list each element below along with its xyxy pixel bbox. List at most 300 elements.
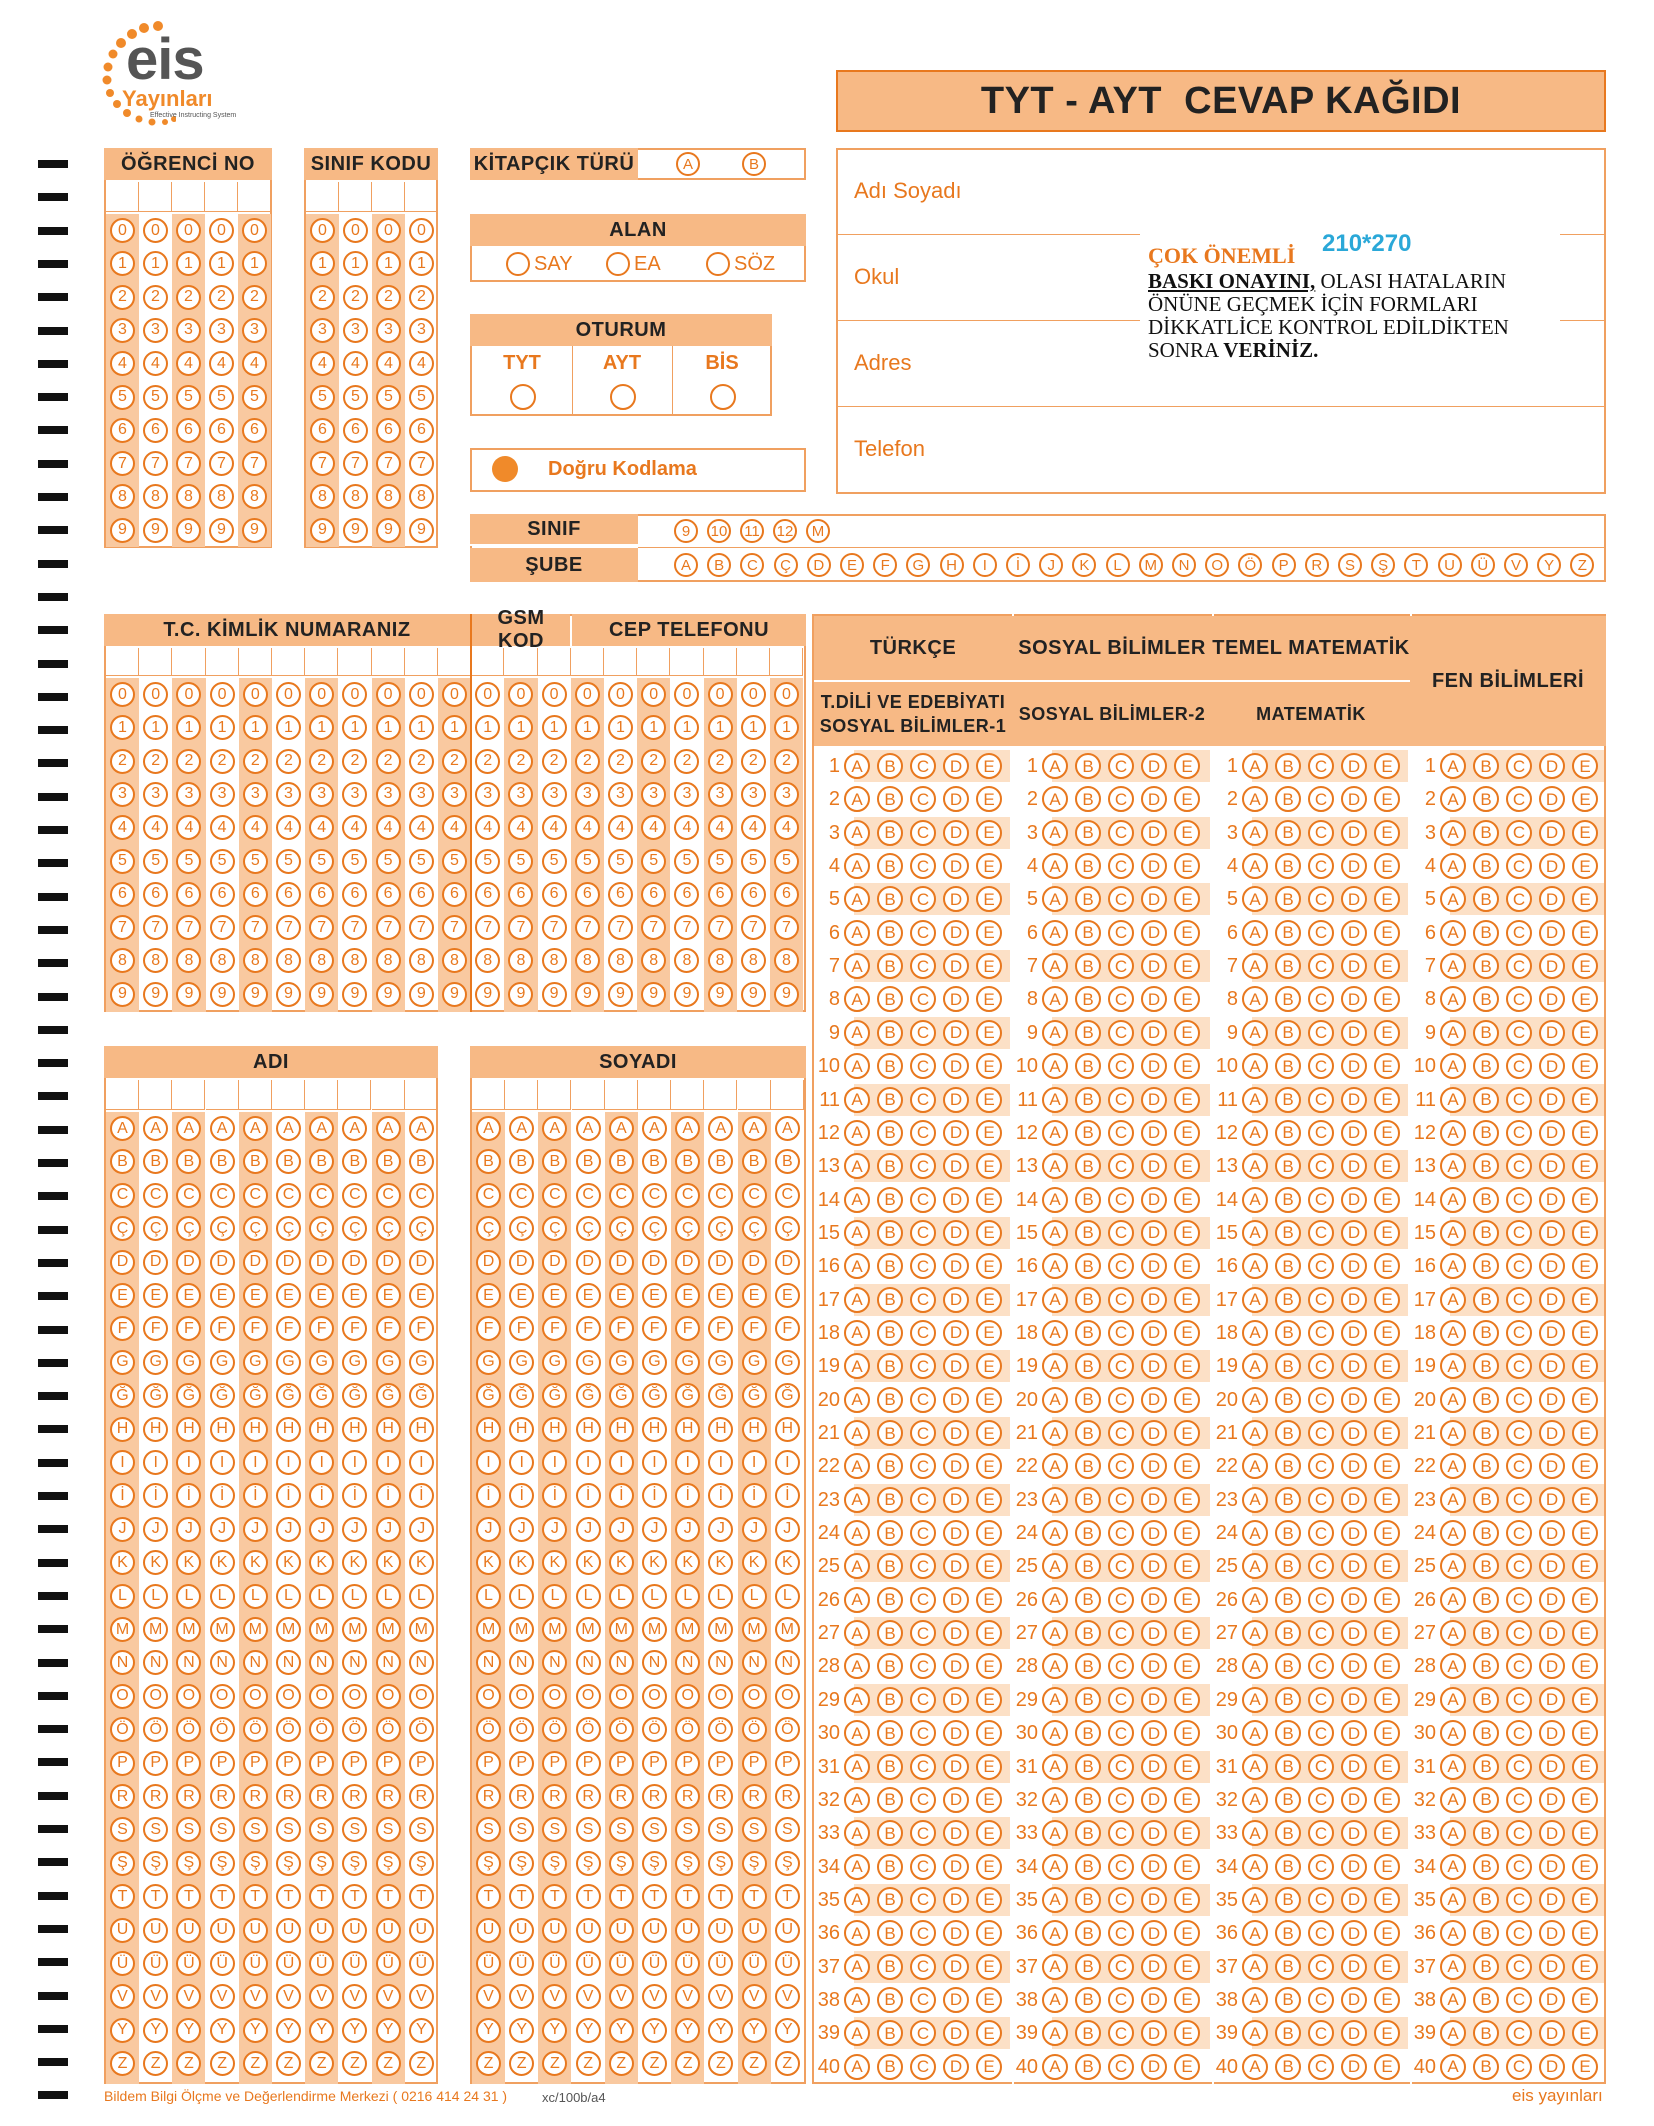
answer-bubble[interactable]: B	[877, 1854, 903, 1880]
answer-bubble[interactable]: C	[1108, 1653, 1134, 1679]
tc-bubble[interactable]: 5	[608, 849, 633, 874]
answer-bubble[interactable]: E	[1572, 2054, 1598, 2080]
answer-bubble[interactable]: C	[910, 1787, 936, 1813]
name-letter-bubble[interactable]: N	[576, 1650, 601, 1675]
sube-bubble[interactable]: Ü	[1471, 553, 1495, 577]
sinif-kodu-bubble[interactable]: 1	[310, 251, 335, 276]
answer-bubble[interactable]: C	[1108, 1720, 1134, 1746]
answer-bubble[interactable]: A	[1242, 1420, 1268, 1446]
tc-bubble[interactable]: 9	[542, 982, 567, 1007]
answer-bubble[interactable]: B	[877, 1087, 903, 1113]
name-letter-bubble[interactable]: D	[742, 1250, 767, 1275]
answer-bubble[interactable]: C	[1308, 1320, 1334, 1346]
sube-bubble[interactable]: Y	[1537, 553, 1561, 577]
answer-bubble[interactable]: E	[976, 1387, 1002, 1413]
answer-bubble[interactable]: D	[943, 1220, 969, 1246]
name-letter-bubble[interactable]: L	[176, 1584, 201, 1609]
answer-bubble[interactable]: B	[1275, 1420, 1301, 1446]
answer-bubble[interactable]: D	[1539, 1854, 1565, 1880]
name-letter-bubble[interactable]: P	[509, 1751, 534, 1776]
answer-bubble[interactable]: E	[1374, 1153, 1400, 1179]
tc-bubble[interactable]: 0	[641, 682, 666, 707]
tc-bubble[interactable]: 2	[542, 749, 567, 774]
answer-bubble[interactable]: A	[1042, 1287, 1068, 1313]
tc-bubble[interactable]: 8	[442, 948, 467, 973]
answer-bubble[interactable]: D	[1539, 1820, 1565, 1846]
sinif-kodu-bubble[interactable]: 7	[376, 451, 401, 476]
answer-bubble[interactable]: C	[1308, 1920, 1334, 1946]
tc-bubble[interactable]: 7	[475, 915, 500, 940]
answer-bubble[interactable]: A	[844, 1920, 870, 1946]
name-letter-bubble[interactable]: C	[409, 1183, 434, 1208]
name-letter-bubble[interactable]: N	[110, 1650, 135, 1675]
answer-bubble[interactable]: C	[1506, 1253, 1532, 1279]
sinif-kodu-bubble[interactable]: 0	[343, 218, 368, 243]
answer-bubble[interactable]: D	[1341, 1920, 1367, 1946]
tc-bubble[interactable]: 6	[708, 882, 733, 907]
name-letter-bubble[interactable]: Ç	[243, 1216, 268, 1241]
name-letter-bubble[interactable]: J	[376, 1517, 401, 1542]
answer-bubble[interactable]: C	[1108, 786, 1134, 812]
tc-bubble[interactable]: 2	[575, 749, 600, 774]
answer-bubble[interactable]: A	[1042, 1720, 1068, 1746]
answer-bubble[interactable]: D	[943, 2054, 969, 2080]
answer-bubble[interactable]: A	[1042, 820, 1068, 846]
name-letter-bubble[interactable]: M	[742, 1617, 767, 1642]
answer-bubble[interactable]: E	[1174, 1653, 1200, 1679]
answer-bubble[interactable]: B	[1275, 1120, 1301, 1146]
answer-bubble[interactable]: B	[1075, 1620, 1101, 1646]
answer-bubble[interactable]: B	[1275, 1553, 1301, 1579]
answer-bubble[interactable]: C	[1308, 1887, 1334, 1913]
answer-bubble[interactable]: A	[1242, 1187, 1268, 1213]
answer-bubble[interactable]: C	[1308, 1687, 1334, 1713]
answer-bubble[interactable]: C	[1506, 1353, 1532, 1379]
answer-bubble[interactable]: D	[1141, 2020, 1167, 2046]
name-letter-bubble[interactable]: P	[542, 1751, 567, 1776]
answer-bubble[interactable]: A	[1242, 786, 1268, 812]
name-letter-bubble[interactable]: H	[509, 1417, 534, 1442]
tc-bubble[interactable]: 5	[575, 849, 600, 874]
name-letter-bubble[interactable]: U	[176, 1918, 201, 1943]
answer-bubble[interactable]: E	[1174, 1253, 1200, 1279]
name-letter-bubble[interactable]: K	[509, 1550, 534, 1575]
name-letter-bubble[interactable]: Z	[276, 2051, 301, 2076]
answer-bubble[interactable]: C	[1108, 2054, 1134, 2080]
name-letter-bubble[interactable]: G	[742, 1350, 767, 1375]
kitapcik-bubble[interactable]: A	[676, 152, 700, 176]
answer-bubble[interactable]: A	[1042, 1553, 1068, 1579]
answer-bubble[interactable]: A	[1242, 1487, 1268, 1513]
name-letter-bubble[interactable]: H	[775, 1417, 800, 1442]
tc-bubble[interactable]: 2	[674, 749, 699, 774]
name-letter-bubble[interactable]: F	[143, 1316, 168, 1341]
answer-bubble[interactable]: E	[1174, 986, 1200, 1012]
name-letter-bubble[interactable]: İ	[542, 1483, 567, 1508]
ogrenci-no-bubble[interactable]: 0	[110, 218, 135, 243]
sinif-bubble[interactable]: M	[806, 519, 830, 543]
name-letter-bubble[interactable]: N	[742, 1650, 767, 1675]
name-letter-bubble[interactable]: F	[409, 1316, 434, 1341]
tc-bubble[interactable]: 1	[708, 715, 733, 740]
sinif-kodu-bubble[interactable]: 9	[343, 518, 368, 543]
answer-bubble[interactable]: D	[1141, 786, 1167, 812]
answer-bubble[interactable]: D	[1539, 853, 1565, 879]
answer-bubble[interactable]: D	[1141, 1487, 1167, 1513]
name-letter-bubble[interactable]: Y	[210, 2018, 235, 2043]
name-letter-bubble[interactable]: G	[542, 1350, 567, 1375]
name-letter-bubble[interactable]: M	[276, 1617, 301, 1642]
answer-bubble[interactable]: B	[1275, 1520, 1301, 1546]
name-letter-bubble[interactable]: A	[176, 1116, 201, 1141]
answer-bubble[interactable]: D	[1341, 1420, 1367, 1446]
tc-bubble[interactable]: 7	[641, 915, 666, 940]
name-letter-bubble[interactable]: C	[309, 1183, 334, 1208]
answer-bubble[interactable]: A	[1440, 1620, 1466, 1646]
tc-bubble[interactable]: 0	[176, 682, 201, 707]
name-letter-bubble[interactable]: O	[742, 1684, 767, 1709]
answer-bubble[interactable]: E	[1374, 1353, 1400, 1379]
name-letter-bubble[interactable]: V	[110, 1984, 135, 2009]
answer-bubble[interactable]: E	[1174, 1387, 1200, 1413]
name-letter-bubble[interactable]: H	[476, 1417, 501, 1442]
name-letter-bubble[interactable]: T	[675, 1884, 700, 1909]
name-letter-bubble[interactable]: Ş	[542, 1851, 567, 1876]
name-letter-bubble[interactable]: İ	[276, 1483, 301, 1508]
answer-bubble[interactable]: E	[1174, 1353, 1200, 1379]
answer-bubble[interactable]: D	[943, 1253, 969, 1279]
answer-bubble[interactable]: E	[1374, 1320, 1400, 1346]
answer-bubble[interactable]: B	[1473, 2020, 1499, 2046]
name-letter-bubble[interactable]: E	[609, 1283, 634, 1308]
name-letter-bubble[interactable]: K	[376, 1550, 401, 1575]
answer-bubble[interactable]: B	[1473, 1087, 1499, 1113]
name-letter-bubble[interactable]: S	[642, 1817, 667, 1842]
name-letter-bubble[interactable]: V	[243, 1984, 268, 2009]
answer-bubble[interactable]: A	[1440, 1220, 1466, 1246]
name-letter-bubble[interactable]: A	[409, 1116, 434, 1141]
name-letter-bubble[interactable]: B	[143, 1149, 168, 1174]
answer-bubble[interactable]: B	[1275, 1587, 1301, 1613]
answer-bubble[interactable]: D	[1539, 1353, 1565, 1379]
name-letter-bubble[interactable]: S	[409, 1817, 434, 1842]
name-writein-cell[interactable]	[139, 1080, 172, 1110]
answer-bubble[interactable]: B	[1275, 1020, 1301, 1046]
answer-bubble[interactable]: B	[877, 2020, 903, 2046]
name-letter-bubble[interactable]: K	[708, 1550, 733, 1575]
answer-bubble[interactable]: D	[1141, 1553, 1167, 1579]
answer-bubble[interactable]: A	[1242, 953, 1268, 979]
sinif-kodu-bubble[interactable]: 6	[343, 418, 368, 443]
answer-bubble[interactable]: D	[1341, 1320, 1367, 1346]
name-letter-bubble[interactable]: E	[342, 1283, 367, 1308]
tc-bubble[interactable]: 6	[575, 882, 600, 907]
answer-bubble[interactable]: C	[1506, 1987, 1532, 2013]
answer-bubble[interactable]: A	[844, 2020, 870, 2046]
answer-bubble[interactable]: B	[1075, 1787, 1101, 1813]
answer-bubble[interactable]: A	[844, 1487, 870, 1513]
name-letter-bubble[interactable]: L	[143, 1584, 168, 1609]
answer-bubble[interactable]: E	[1572, 1520, 1598, 1546]
answer-bubble[interactable]: E	[1572, 1253, 1598, 1279]
answer-bubble[interactable]: D	[1539, 1653, 1565, 1679]
name-letter-bubble[interactable]: R	[143, 1784, 168, 1809]
answer-bubble[interactable]: E	[1572, 1653, 1598, 1679]
answer-bubble[interactable]: A	[1440, 1287, 1466, 1313]
name-letter-bubble[interactable]: Ç	[542, 1216, 567, 1241]
name-letter-bubble[interactable]: T	[243, 1884, 268, 1909]
name-letter-bubble[interactable]: H	[143, 1417, 168, 1442]
answer-bubble[interactable]: E	[976, 1720, 1002, 1746]
answer-bubble[interactable]: E	[1174, 1287, 1200, 1313]
name-letter-bubble[interactable]: S	[509, 1817, 534, 1842]
ogrenci-no-bubble[interactable]: 2	[209, 285, 234, 310]
name-letter-bubble[interactable]: N	[309, 1650, 334, 1675]
answer-bubble[interactable]: A	[1440, 786, 1466, 812]
answer-bubble[interactable]: A	[1042, 786, 1068, 812]
answer-bubble[interactable]: A	[844, 1887, 870, 1913]
sube-bubble[interactable]: N	[1172, 553, 1196, 577]
tc-bubble[interactable]: 3	[708, 782, 733, 807]
name-letter-bubble[interactable]: K	[675, 1550, 700, 1575]
answer-bubble[interactable]: A	[1242, 1620, 1268, 1646]
name-letter-bubble[interactable]: T	[342, 1884, 367, 1909]
tc-bubble[interactable]: 4	[575, 815, 600, 840]
answer-bubble[interactable]: D	[1341, 1653, 1367, 1679]
answer-bubble[interactable]: C	[910, 1653, 936, 1679]
tc-bubble[interactable]: 8	[641, 948, 666, 973]
sinif-kodu-bubble[interactable]: 4	[376, 351, 401, 376]
answer-bubble[interactable]: C	[910, 1020, 936, 1046]
answer-bubble[interactable]: C	[1108, 1954, 1134, 1980]
answer-bubble[interactable]: B	[1473, 1453, 1499, 1479]
name-letter-bubble[interactable]: İ	[176, 1483, 201, 1508]
answer-bubble[interactable]: A	[1242, 1754, 1268, 1780]
sube-bubble[interactable]: P	[1272, 553, 1296, 577]
answer-bubble[interactable]: C	[1108, 1220, 1134, 1246]
answer-bubble[interactable]: A	[1242, 1087, 1268, 1113]
answer-bubble[interactable]: E	[1572, 1387, 1598, 1413]
answer-bubble[interactable]: A	[1042, 1120, 1068, 1146]
name-letter-bubble[interactable]: Ö	[409, 1717, 434, 1742]
answer-bubble[interactable]: E	[1572, 1353, 1598, 1379]
sinif-kodu-bubble[interactable]: 4	[310, 351, 335, 376]
name-letter-bubble[interactable]: İ	[476, 1483, 501, 1508]
answer-bubble[interactable]: C	[910, 886, 936, 912]
name-letter-bubble[interactable]: K	[542, 1550, 567, 1575]
ogrenci-no-bubble[interactable]: 6	[143, 418, 168, 443]
answer-bubble[interactable]: C	[910, 753, 936, 779]
answer-bubble[interactable]: C	[910, 1920, 936, 1946]
tc-writein-cell[interactable]	[438, 648, 471, 676]
answer-bubble[interactable]: B	[1075, 753, 1101, 779]
answer-bubble[interactable]: C	[1108, 753, 1134, 779]
name-letter-bubble[interactable]: J	[775, 1517, 800, 1542]
answer-bubble[interactable]: E	[1174, 1520, 1200, 1546]
answer-bubble[interactable]: E	[1174, 953, 1200, 979]
answer-bubble[interactable]: C	[910, 1453, 936, 1479]
answer-bubble[interactable]: E	[1572, 1120, 1598, 1146]
answer-bubble[interactable]: E	[1174, 1854, 1200, 1880]
tc-bubble[interactable]: 6	[674, 882, 699, 907]
answer-bubble[interactable]: D	[943, 1187, 969, 1213]
answer-bubble[interactable]: A	[1042, 1687, 1068, 1713]
answer-bubble[interactable]: D	[943, 1120, 969, 1146]
tc-bubble[interactable]: 9	[243, 982, 268, 1007]
name-letter-bubble[interactable]: F	[775, 1316, 800, 1341]
name-letter-bubble[interactable]: V	[642, 1984, 667, 2009]
answer-bubble[interactable]: E	[1174, 1887, 1200, 1913]
name-letter-bubble[interactable]: L	[409, 1584, 434, 1609]
answer-bubble[interactable]: D	[1539, 820, 1565, 846]
name-letter-bubble[interactable]: H	[742, 1417, 767, 1442]
answer-bubble[interactable]: D	[1341, 1020, 1367, 1046]
sinif-bubble[interactable]: 10	[707, 519, 731, 543]
name-letter-bubble[interactable]: L	[342, 1584, 367, 1609]
name-letter-bubble[interactable]: F	[609, 1316, 634, 1341]
tc-bubble[interactable]: 5	[542, 849, 567, 874]
answer-bubble[interactable]: B	[1473, 1553, 1499, 1579]
answer-bubble[interactable]: D	[1341, 1687, 1367, 1713]
ogrenci-no-bubble[interactable]: 5	[110, 385, 135, 410]
answer-bubble[interactable]: B	[877, 1653, 903, 1679]
name-letter-bubble[interactable]: I	[576, 1450, 601, 1475]
name-letter-bubble[interactable]: C	[708, 1183, 733, 1208]
name-letter-bubble[interactable]: P	[476, 1751, 501, 1776]
answer-bubble[interactable]: D	[943, 1754, 969, 1780]
answer-bubble[interactable]: B	[877, 1587, 903, 1613]
answer-bubble[interactable]: E	[976, 1687, 1002, 1713]
tc-bubble[interactable]: 7	[608, 915, 633, 940]
answer-bubble[interactable]: D	[1539, 1020, 1565, 1046]
name-letter-bubble[interactable]: İ	[509, 1483, 534, 1508]
ogrenci-no-bubble[interactable]: 0	[143, 218, 168, 243]
answer-bubble[interactable]: D	[1141, 1720, 1167, 1746]
answer-bubble[interactable]: C	[1108, 1420, 1134, 1446]
answer-bubble[interactable]: B	[1075, 2054, 1101, 2080]
answer-bubble[interactable]: E	[1572, 1954, 1598, 1980]
tc-bubble[interactable]: 0	[309, 682, 334, 707]
tc-bubble[interactable]: 3	[608, 782, 633, 807]
name-letter-bubble[interactable]: R	[210, 1784, 235, 1809]
ogrenci-no-bubble[interactable]: 7	[143, 451, 168, 476]
answer-bubble[interactable]: A	[1242, 753, 1268, 779]
name-letter-bubble[interactable]: D	[342, 1250, 367, 1275]
answer-bubble[interactable]: C	[1108, 1920, 1134, 1946]
answer-bubble[interactable]: B	[1473, 1653, 1499, 1679]
answer-bubble[interactable]: C	[1308, 1087, 1334, 1113]
name-letter-bubble[interactable]: E	[243, 1283, 268, 1308]
answer-bubble[interactable]: B	[1473, 1987, 1499, 2013]
name-letter-bubble[interactable]: L	[309, 1584, 334, 1609]
answer-bubble[interactable]: C	[1308, 1253, 1334, 1279]
ogrenci-no-writein-cell[interactable]	[172, 182, 205, 212]
answer-bubble[interactable]: B	[1275, 1720, 1301, 1746]
answer-bubble[interactable]: D	[1141, 1187, 1167, 1213]
answer-bubble[interactable]: D	[943, 1653, 969, 1679]
answer-bubble[interactable]: A	[844, 853, 870, 879]
alan-bubble[interactable]	[606, 252, 630, 276]
name-letter-bubble[interactable]: B	[376, 1149, 401, 1174]
name-letter-bubble[interactable]: N	[276, 1650, 301, 1675]
name-letter-bubble[interactable]: A	[642, 1116, 667, 1141]
answer-bubble[interactable]: C	[1506, 1120, 1532, 1146]
name-letter-bubble[interactable]: B	[708, 1149, 733, 1174]
answer-bubble[interactable]: B	[1473, 1787, 1499, 1813]
tc-bubble[interactable]: 3	[409, 782, 434, 807]
answer-bubble[interactable]: B	[1075, 820, 1101, 846]
sube-bubble[interactable]: M	[1139, 553, 1163, 577]
answer-bubble[interactable]: A	[1042, 1820, 1068, 1846]
name-letter-bubble[interactable]: T	[642, 1884, 667, 1909]
answer-bubble[interactable]: B	[1275, 1153, 1301, 1179]
tc-bubble[interactable]: 8	[409, 948, 434, 973]
answer-bubble[interactable]: C	[1506, 2054, 1532, 2080]
answer-bubble[interactable]: C	[1506, 953, 1532, 979]
answer-bubble[interactable]: B	[1075, 1920, 1101, 1946]
answer-bubble[interactable]: C	[1108, 1820, 1134, 1846]
answer-bubble[interactable]: C	[910, 2020, 936, 2046]
name-letter-bubble[interactable]: Y	[342, 2018, 367, 2043]
answer-bubble[interactable]: A	[1440, 1820, 1466, 1846]
answer-bubble[interactable]: A	[844, 753, 870, 779]
tc-bubble[interactable]: 0	[708, 682, 733, 707]
answer-bubble[interactable]: C	[1308, 1820, 1334, 1846]
name-letter-bubble[interactable]: Ç	[476, 1216, 501, 1241]
answer-bubble[interactable]: C	[1108, 1453, 1134, 1479]
answer-bubble[interactable]: B	[1075, 1687, 1101, 1713]
answer-bubble[interactable]: A	[1440, 1387, 1466, 1413]
answer-bubble[interactable]: C	[1308, 1587, 1334, 1613]
ogrenci-no-bubble[interactable]: 7	[176, 451, 201, 476]
name-letter-bubble[interactable]: Y	[609, 2018, 634, 2043]
tc-bubble[interactable]: 2	[376, 749, 401, 774]
answer-bubble[interactable]: B	[1075, 986, 1101, 1012]
tc-bubble[interactable]: 9	[508, 982, 533, 1007]
ogrenci-no-bubble[interactable]: 4	[110, 351, 135, 376]
answer-bubble[interactable]: A	[1042, 1987, 1068, 2013]
answer-bubble[interactable]: A	[1440, 1187, 1466, 1213]
answer-bubble[interactable]: A	[1440, 753, 1466, 779]
answer-bubble[interactable]: B	[1275, 920, 1301, 946]
name-letter-bubble[interactable]: J	[742, 1517, 767, 1542]
name-letter-bubble[interactable]: Y	[143, 2018, 168, 2043]
name-letter-bubble[interactable]: Ç	[609, 1216, 634, 1241]
name-letter-bubble[interactable]: I	[742, 1450, 767, 1475]
name-letter-bubble[interactable]: H	[342, 1417, 367, 1442]
answer-bubble[interactable]: E	[1374, 1954, 1400, 1980]
name-letter-bubble[interactable]: İ	[409, 1483, 434, 1508]
name-letter-bubble[interactable]: I	[609, 1450, 634, 1475]
answer-bubble[interactable]: C	[1308, 1420, 1334, 1446]
name-letter-bubble[interactable]: E	[176, 1283, 201, 1308]
answer-bubble[interactable]: A	[1242, 1453, 1268, 1479]
answer-bubble[interactable]: A	[1242, 1353, 1268, 1379]
answer-bubble[interactable]: C	[1108, 920, 1134, 946]
tc-bubble[interactable]: 7	[674, 915, 699, 940]
answer-bubble[interactable]: E	[1572, 2020, 1598, 2046]
name-letter-bubble[interactable]: O	[609, 1684, 634, 1709]
answer-bubble[interactable]: D	[1141, 2054, 1167, 2080]
sinif-kodu-bubble[interactable]: 5	[376, 385, 401, 410]
answer-bubble[interactable]: B	[877, 1220, 903, 1246]
answer-bubble[interactable]: D	[943, 1420, 969, 1446]
name-letter-bubble[interactable]: V	[376, 1984, 401, 2009]
name-letter-bubble[interactable]: L	[675, 1584, 700, 1609]
name-letter-bubble[interactable]: D	[576, 1250, 601, 1275]
tc-writein-cell[interactable]	[338, 648, 371, 676]
name-letter-bubble[interactable]: N	[176, 1650, 201, 1675]
